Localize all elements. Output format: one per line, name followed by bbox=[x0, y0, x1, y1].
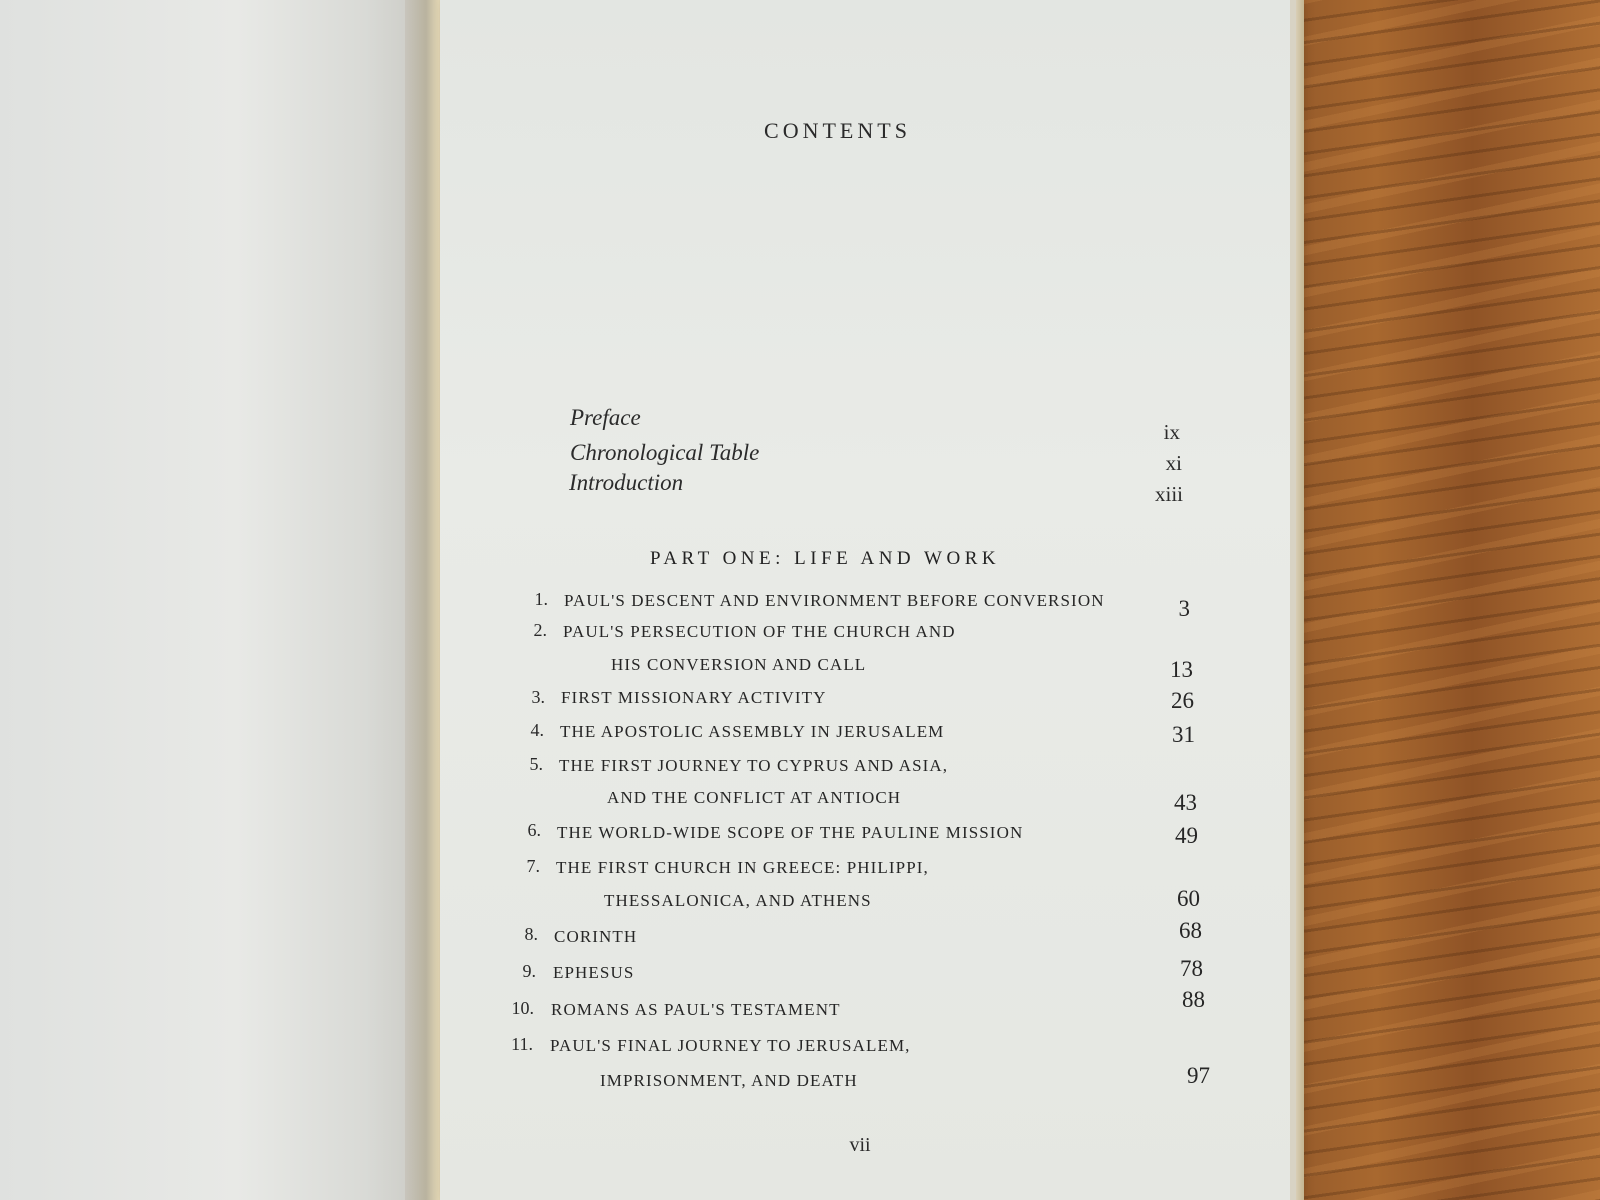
chapter-page: 97 bbox=[1187, 1063, 1210, 1088]
chapter-number: 9. bbox=[522, 961, 536, 981]
chapter-number: 3. bbox=[531, 687, 545, 707]
page-folio: vii bbox=[849, 1134, 871, 1156]
chapter-number: 6. bbox=[527, 820, 541, 840]
front-matter-page-introduction: xiii bbox=[1154, 482, 1183, 506]
chapter-title: FIRST MISSIONARY ACTIVITY bbox=[561, 688, 827, 707]
chapter-number: 1. bbox=[534, 589, 548, 609]
chapter-title: THE FIRST CHURCH IN GREECE: PHILIPPI, bbox=[556, 858, 929, 877]
chapter-page: 60 bbox=[1177, 886, 1200, 911]
chapter-number: 5. bbox=[529, 754, 543, 774]
chapter-title-continuation: THESSALONICA, AND ATHENS bbox=[604, 891, 872, 910]
chapter-page: 49 bbox=[1175, 823, 1198, 848]
front-matter-page-chronological-table: xi bbox=[1165, 451, 1182, 475]
chapter-title: PAUL'S FINAL JOURNEY TO JERUSALEM, bbox=[550, 1036, 911, 1055]
chapter-page: 26 bbox=[1171, 688, 1194, 713]
chapter-page: 3 bbox=[1178, 596, 1190, 621]
chapter-number: 7. bbox=[526, 856, 540, 876]
chapter-title: CORINTH bbox=[554, 927, 638, 946]
front-matter-title-preface: Preface bbox=[570, 405, 641, 430]
chapter-page: 31 bbox=[1172, 722, 1195, 747]
chapter-title-continuation: IMPRISONMENT, AND DEATH bbox=[600, 1071, 858, 1090]
chapter-page: 88 bbox=[1182, 987, 1205, 1012]
chapter-number: 2. bbox=[533, 620, 547, 640]
chapter-title-continuation: HIS CONVERSION AND CALL bbox=[611, 655, 867, 674]
contents-heading: CONTENTS bbox=[764, 118, 911, 143]
chapter-title: THE WORLD-WIDE SCOPE OF THE PAULINE MISSION bbox=[557, 823, 1024, 842]
chapter-title-continuation: AND THE CONFLICT AT ANTIOCH bbox=[607, 788, 902, 807]
chapter-number: 4. bbox=[530, 720, 544, 740]
chapter-page: 13 bbox=[1170, 657, 1193, 682]
chapter-title: THE APOSTOLIC ASSEMBLY IN JERUSALEM bbox=[560, 722, 945, 741]
chapter-number: 8. bbox=[524, 924, 538, 944]
chapter-title: ROMANS AS PAUL'S TESTAMENT bbox=[551, 1000, 841, 1019]
chapter-title: THE FIRST JOURNEY TO CYPRUS AND ASIA, bbox=[559, 756, 949, 775]
chapter-title: EPHESUS bbox=[553, 963, 635, 982]
part-one-heading: PART ONE: LIFE AND WORK bbox=[650, 548, 1001, 569]
chapter-number: 10. bbox=[511, 998, 534, 1018]
chapter-page: 43 bbox=[1174, 790, 1197, 815]
chapter-page: 68 bbox=[1179, 918, 1202, 943]
chapter-title: PAUL'S DESCENT AND ENVIRONMENT BEFORE CONVERSION bbox=[564, 591, 1105, 610]
chapter-page: 78 bbox=[1180, 956, 1203, 981]
wooden-table bbox=[1280, 0, 1600, 1200]
front-matter-page-preface: ix bbox=[1163, 420, 1180, 444]
chapter-number: 11. bbox=[511, 1034, 533, 1054]
chapter-title: PAUL'S PERSECUTION OF THE CHURCH AND bbox=[563, 622, 956, 641]
front-matter-title-chronological-table: Chronological Table bbox=[570, 440, 760, 465]
front-matter-title-introduction: Introduction bbox=[569, 470, 684, 495]
left-page-blank bbox=[0, 0, 430, 1200]
page-edge bbox=[1296, 0, 1304, 1200]
